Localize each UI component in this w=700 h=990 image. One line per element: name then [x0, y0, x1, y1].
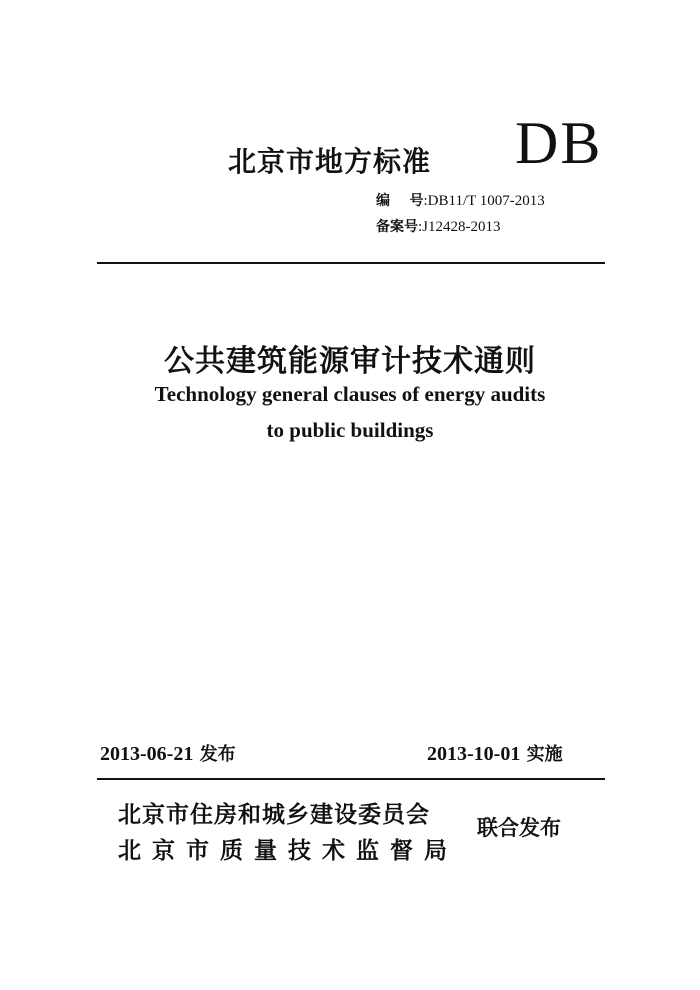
top-divider [97, 262, 605, 264]
record-number-line [376, 216, 501, 236]
record-number-label: 备案号 [376, 219, 418, 235]
standard-number-value: :DB11/T 1007-2013 [423, 193, 545, 209]
issue-date-line [100, 740, 236, 766]
document-title-english-line1: Technology general clauses of energy audits [154, 382, 546, 406]
issuer-quality-bureau: 北京市质量技术监督局 [118, 838, 458, 864]
joint-issue-label: 联合发布 [477, 816, 561, 840]
document-title-chinese: 公共建筑能源审计技术通则 [164, 344, 536, 379]
document-title-english-line2: to public buildings [266, 418, 434, 442]
bottom-divider [97, 778, 605, 780]
implementation-date: 2013-10-01 [427, 743, 521, 765]
standard-number-line [376, 190, 545, 210]
implementation-label: 实施 [526, 744, 563, 765]
issue-date: 2013-06-21 [100, 743, 194, 765]
issuer-housing-commission: 北京市住房和城乡建设委员会 [118, 802, 430, 828]
standard-number-label: 编 号 [376, 193, 424, 209]
implementation-date-line [427, 740, 563, 766]
issue-label: 发布 [199, 744, 236, 765]
record-number-value: :J12428-2013 [418, 219, 501, 235]
db-mark: DB [515, 110, 603, 176]
standard-type-heading: 北京市地方标准 [228, 145, 432, 178]
